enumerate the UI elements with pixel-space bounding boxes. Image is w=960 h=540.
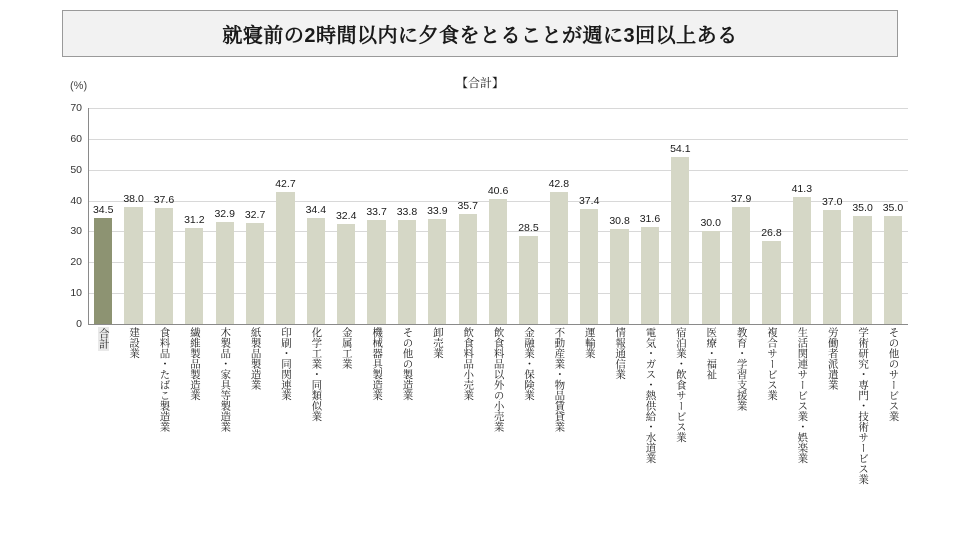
- bar-slot: [149, 108, 179, 324]
- category-axis: [88, 327, 908, 532]
- category-slot: [88, 327, 118, 532]
- bar-value-label: 32.9: [214, 208, 235, 221]
- category-slot: [635, 327, 665, 532]
- bar-value-label: 32.4: [335, 210, 357, 223]
- chart-title-box: [62, 10, 898, 57]
- bar-slot: [118, 108, 148, 324]
- bar[interactable]: [487, 184, 509, 324]
- category-slot: [270, 327, 300, 532]
- bar-slot: [392, 108, 422, 324]
- bar[interactable]: [214, 208, 235, 324]
- bar-slot: [361, 108, 391, 324]
- bar-value-label: 37.9: [730, 193, 752, 206]
- bar-value-label: 33.8: [396, 205, 418, 218]
- bar-slot: [270, 108, 300, 324]
- y-axis-tick-label: 20: [70, 256, 82, 269]
- category-label: 生活関連サービス業・娯楽業: [796, 327, 809, 464]
- category-slot: [118, 327, 148, 532]
- category-label: 飲食料品小売業: [462, 327, 475, 401]
- bar[interactable]: [92, 203, 114, 324]
- bar[interactable]: [457, 199, 478, 324]
- y-axis-tick-label: 60: [70, 132, 82, 145]
- bar-value-label: 32.7: [244, 209, 266, 222]
- category-slot: [210, 327, 240, 532]
- bar[interactable]: [153, 193, 175, 324]
- bar-slot: [756, 108, 786, 324]
- category-label: 学術研究・専門・技術サービス業: [857, 327, 870, 485]
- bar-slot: [544, 108, 574, 324]
- bar-value-label: 34.5: [92, 203, 114, 216]
- bar-slot: [635, 108, 665, 324]
- bar-value-label: 30.8: [609, 214, 630, 227]
- category-slot: [149, 327, 179, 532]
- category-slot: [513, 327, 543, 532]
- category-label: 食料品・たばこ製造業: [158, 327, 171, 432]
- bar-value-label: 41.3: [791, 182, 813, 195]
- bar-value-label: 54.1: [670, 143, 691, 156]
- category-label: 労働者派遣業: [826, 327, 839, 390]
- bar-value-label: 30.0: [700, 217, 721, 230]
- bar-value-label: 31.6: [639, 212, 661, 225]
- category-label: 飲食料品以外の小売業: [492, 327, 505, 432]
- category-slot: [756, 327, 786, 532]
- category-label: 電気・ガス・熱供給・水道業: [644, 327, 657, 464]
- category-slot: [483, 327, 513, 532]
- bar-slot: [453, 108, 483, 324]
- bar-slot: [817, 108, 847, 324]
- category-slot: [544, 327, 574, 532]
- bar-value-label: 35.0: [882, 202, 904, 214]
- bar-slot: [210, 108, 240, 324]
- bar[interactable]: [366, 206, 387, 324]
- bar-slot: [483, 108, 513, 324]
- category-slot: [361, 327, 391, 532]
- bar-slot: [878, 108, 908, 324]
- bar-slot: [301, 108, 331, 324]
- category-slot: [240, 327, 270, 532]
- category-label: 化学工業・同類似業: [310, 327, 323, 422]
- category-label: 不動産業・物品賃貸業: [553, 327, 566, 432]
- bar-slot: [787, 108, 817, 324]
- category-slot: [665, 327, 695, 532]
- bar-slot: [665, 108, 695, 324]
- category-slot: [301, 327, 331, 532]
- bar[interactable]: [882, 202, 904, 324]
- bar-value-label: 35.0: [852, 202, 873, 214]
- y-axis-tick-label: 30: [70, 225, 82, 238]
- bar[interactable]: [244, 209, 266, 324]
- y-axis-tick-label: 40: [70, 194, 82, 207]
- y-axis-tick-label: 10: [70, 287, 82, 300]
- bar[interactable]: [821, 195, 843, 324]
- category-label: 紙製品製造業: [249, 327, 262, 390]
- bar-value-label: 38.0: [123, 192, 144, 205]
- bar-value-label: 35.7: [457, 199, 478, 212]
- category-label: 卸売業: [431, 327, 444, 359]
- category-slot: [574, 327, 604, 532]
- bar-value-label: 37.0: [821, 195, 843, 208]
- y-axis-tick-label: 0: [76, 318, 82, 330]
- category-label: 教育・学習支援業: [735, 327, 748, 411]
- bar-value-label: 26.8: [761, 227, 782, 240]
- bar-slot: [240, 108, 270, 324]
- bar[interactable]: [427, 205, 448, 324]
- bar-value-label: 31.2: [184, 213, 205, 226]
- category-slot: [179, 327, 209, 532]
- bar[interactable]: [852, 202, 873, 324]
- category-label: その他のサービス業: [887, 327, 900, 422]
- bar-value-label: 28.5: [518, 222, 539, 235]
- category-label: 印刷・同関連業: [279, 327, 292, 401]
- category-slot: [847, 327, 877, 532]
- category-label: 運輸業: [583, 327, 596, 359]
- bar-slot: [726, 108, 756, 324]
- bar[interactable]: [609, 214, 630, 324]
- bar[interactable]: [518, 222, 539, 324]
- category-label: 金融業・保険業: [522, 327, 535, 401]
- bar-value-label: 37.6: [153, 193, 175, 206]
- bar[interactable]: [184, 213, 205, 324]
- category-slot: [878, 327, 908, 532]
- category-label: 情報通信業: [614, 327, 627, 380]
- bar-value-label: 42.8: [548, 177, 570, 190]
- category-slot: [787, 327, 817, 532]
- category-label: 機械器具製造業: [371, 327, 384, 401]
- y-axis-tick-label: 70: [70, 102, 82, 114]
- bar[interactable]: [670, 143, 691, 324]
- category-label: 複合サービス業: [765, 327, 778, 401]
- category-slot: [453, 327, 483, 532]
- bar[interactable]: [275, 178, 296, 324]
- category-label: 合計: [97, 328, 110, 349]
- bar-slot: [422, 108, 452, 324]
- bar[interactable]: [335, 210, 357, 324]
- category-label: 木製品・家具等製造業: [219, 327, 232, 432]
- bar-slot: [847, 108, 877, 324]
- gridline: [76, 318, 908, 330]
- chart-subtitle: 【合計】: [455, 76, 504, 90]
- bar-slot: [513, 108, 543, 324]
- bar-value-label: 33.9: [427, 205, 448, 218]
- category-label: その他の製造業: [401, 327, 414, 401]
- bar-slot: [574, 108, 604, 324]
- bar-value-label: 34.4: [305, 203, 327, 216]
- category-slot: [696, 327, 726, 532]
- category-label: 金属工業: [340, 327, 353, 369]
- bar-value-label: 42.7: [275, 178, 296, 191]
- bar[interactable]: [396, 205, 418, 324]
- bar-slot: [604, 108, 634, 324]
- category-label: 宿泊業・飲食サービス業: [674, 327, 687, 443]
- bar-series: [88, 108, 908, 324]
- bar[interactable]: [123, 192, 144, 324]
- bar[interactable]: [730, 193, 752, 324]
- bar[interactable]: [305, 203, 327, 324]
- bar[interactable]: [548, 177, 570, 324]
- bar-slot: [696, 108, 726, 324]
- y-axis-unit-label: (%): [70, 80, 88, 92]
- category-slot: [392, 327, 422, 532]
- bar[interactable]: [639, 212, 661, 325]
- bar-value-label: 33.7: [366, 206, 387, 219]
- bar[interactable]: [761, 227, 782, 324]
- bar[interactable]: [578, 194, 600, 324]
- category-slot: [331, 327, 361, 532]
- page-title: 就寝前の2時間以内に夕食をとることが週に3回以上ある: [222, 25, 738, 47]
- y-axis-tick-label: 50: [70, 163, 82, 176]
- bar-value-label: 40.6: [487, 184, 509, 197]
- bar-slot: [179, 108, 209, 324]
- category-slot: [817, 327, 847, 532]
- bar[interactable]: [700, 217, 721, 324]
- category-label: 医療・福祉: [705, 327, 718, 380]
- category-slot: [422, 327, 452, 532]
- category-slot: [726, 327, 756, 532]
- bar-slot: [88, 108, 118, 324]
- bar[interactable]: [791, 182, 813, 324]
- category-label: 繊維製品製造業: [188, 327, 201, 401]
- category-slot: [604, 327, 634, 532]
- bar-slot: [331, 108, 361, 324]
- bar-value-label: 37.4: [578, 194, 600, 207]
- category-label: 建設業: [128, 327, 141, 359]
